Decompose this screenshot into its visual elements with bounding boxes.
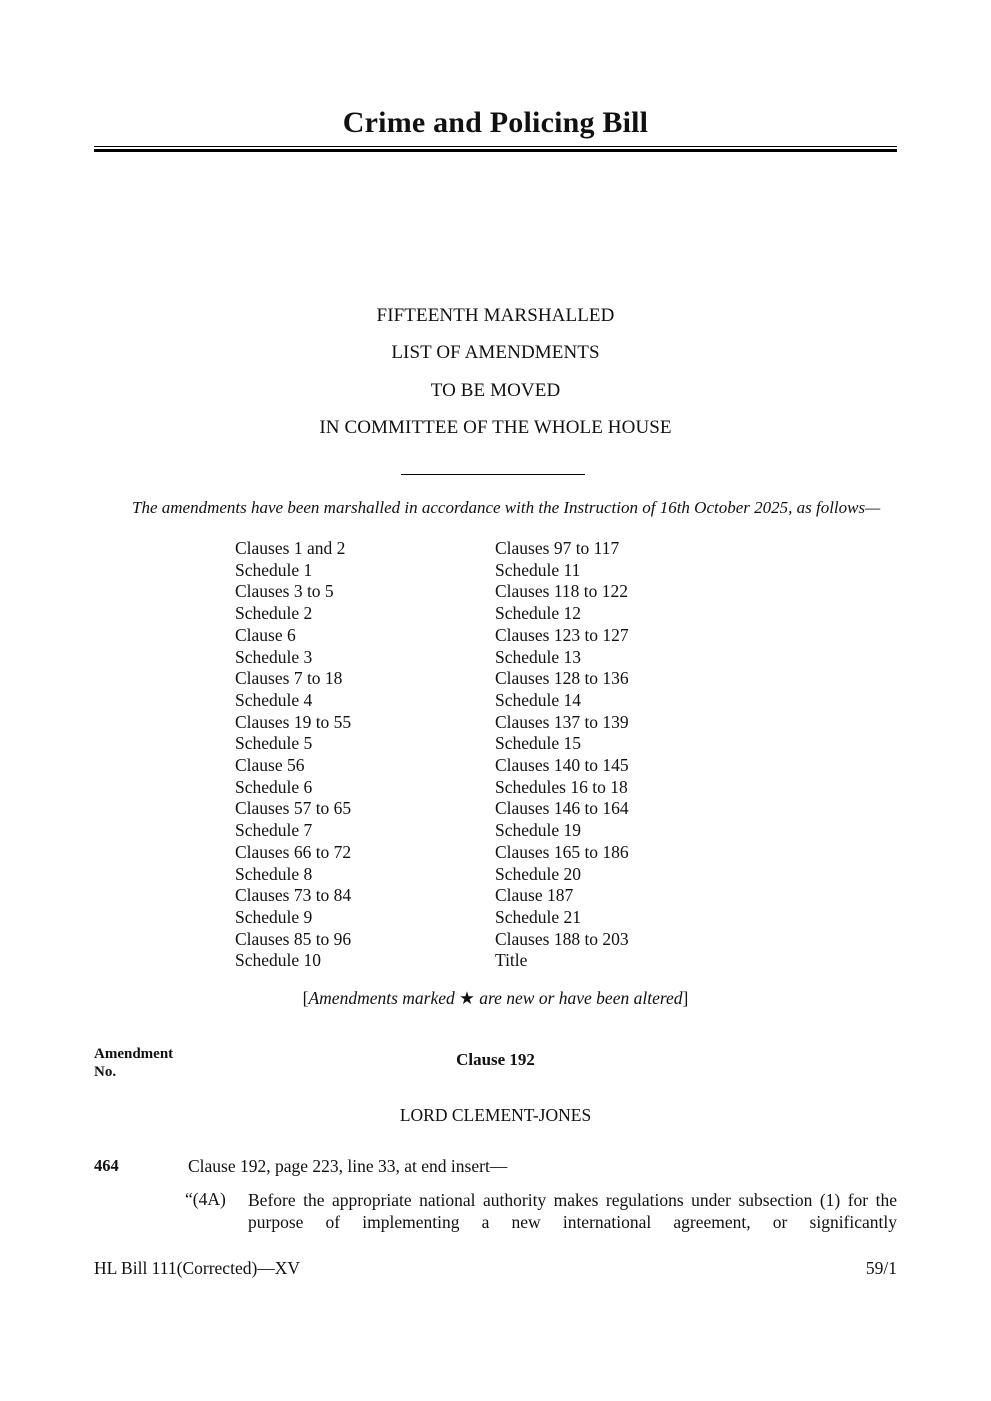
amendment-label-line-2: No. (94, 1064, 117, 1080)
order-item: Clauses 128 to 136 (495, 668, 629, 689)
note-close-bracket: ] (682, 988, 689, 1008)
order-item: Schedule 13 (495, 646, 582, 667)
order-item: Clauses 66 to 72 (235, 841, 352, 862)
order-item: Clauses 19 to 55 (235, 711, 352, 732)
subsection-label: “(4A) (185, 1189, 226, 1209)
clause-heading: Clause 192 (456, 1050, 535, 1069)
star-icon: ★ (459, 988, 475, 1008)
list-heading-line-2: LIST OF AMENDMENTS (391, 342, 600, 363)
marshalling-intro: The amendments have been marshalled in accordance with the Instruction of 16th October 2025, as follows— (132, 498, 881, 517)
order-item: Schedule 19 (495, 820, 582, 841)
order-item: Clauses 73 to 84 (235, 885, 352, 906)
order-item: Clause 187 (495, 885, 574, 906)
footer-page-reference: 59/1 (865, 1258, 897, 1278)
order-item: Clauses 123 to 127 (495, 624, 629, 645)
title-rule-thin (94, 146, 897, 147)
order-item: Schedule 15 (495, 733, 582, 754)
amendment-mover: LORD CLEMENT-JONES (399, 1105, 592, 1125)
order-item: Schedule 1 (235, 559, 313, 580)
order-item: Schedule 8 (235, 863, 313, 884)
order-item: Schedule 3 (235, 646, 313, 667)
order-item: Clause 6 (235, 624, 296, 645)
order-item: Schedule 9 (235, 906, 313, 927)
order-item: Clauses 118 to 122 (495, 581, 629, 602)
order-item: Schedule 7 (235, 820, 313, 841)
order-item: Schedule 12 (495, 603, 582, 624)
order-item: Schedule 2 (235, 603, 313, 624)
order-item: Schedule 21 (495, 906, 582, 927)
order-item: Schedule 10 (235, 950, 322, 971)
amendment-label-line-1: Amendment (94, 1046, 174, 1062)
bill-title: Crime and Policing Bill (342, 106, 649, 139)
order-item: Clauses 3 to 5 (235, 581, 334, 602)
order-item: Schedules 16 to 18 (495, 776, 628, 797)
section-divider (401, 474, 585, 475)
footer-bill-reference: HL Bill 111(Corrected)—XV (94, 1258, 301, 1278)
subsection-text: Before the appropriate national authority makes regulations under subsection (1) for the purpose of implementing a new international agreement, or significantly (248, 1190, 897, 1232)
marshalling-order-right-column (495, 538, 629, 972)
altered-amendments-note (0, 988, 991, 1009)
list-heading-line-1: FIFTEENTH MARSHALLED (376, 305, 615, 326)
order-item: Schedule 11 (495, 559, 581, 580)
order-item: Schedule 4 (235, 689, 313, 710)
note-text-before-star: Amendments marked (308, 988, 460, 1008)
order-item: Clauses 85 to 96 (235, 928, 352, 949)
order-item: Clauses 1 and 2 (235, 538, 346, 558)
note-text-after-star: are new or have been altered (474, 988, 683, 1008)
order-item: Clauses 146 to 164 (495, 798, 629, 819)
amendment-instruction: Clause 192, page 223, line 33, at end insert— (188, 1156, 508, 1176)
marshalling-order-left-column (235, 538, 351, 972)
order-item: Clauses 137 to 139 (495, 711, 629, 732)
order-item: Schedule 6 (235, 776, 313, 797)
order-item: Schedule 14 (495, 689, 582, 710)
order-item: Clause 56 (235, 755, 305, 776)
order-item: Clauses 7 to 18 (235, 668, 343, 689)
title-rule-thick (94, 149, 897, 152)
list-heading-line-3: TO BE MOVED (430, 380, 561, 401)
order-item: Clauses 140 to 145 (495, 755, 629, 776)
order-item: Clauses 188 to 203 (495, 928, 629, 949)
order-item: Schedule 20 (495, 863, 582, 884)
order-item: Clauses 97 to 117 (495, 538, 620, 558)
order-item: Schedule 5 (235, 733, 313, 754)
note-open-bracket: [ (302, 988, 309, 1008)
amendment-number: 464 (94, 1156, 119, 1175)
list-heading-line-4: IN COMMITTEE OF THE WHOLE HOUSE (319, 417, 672, 438)
order-item: Title (495, 950, 528, 971)
order-item: Clauses 57 to 65 (235, 798, 352, 819)
order-item: Clauses 165 to 186 (495, 841, 629, 862)
